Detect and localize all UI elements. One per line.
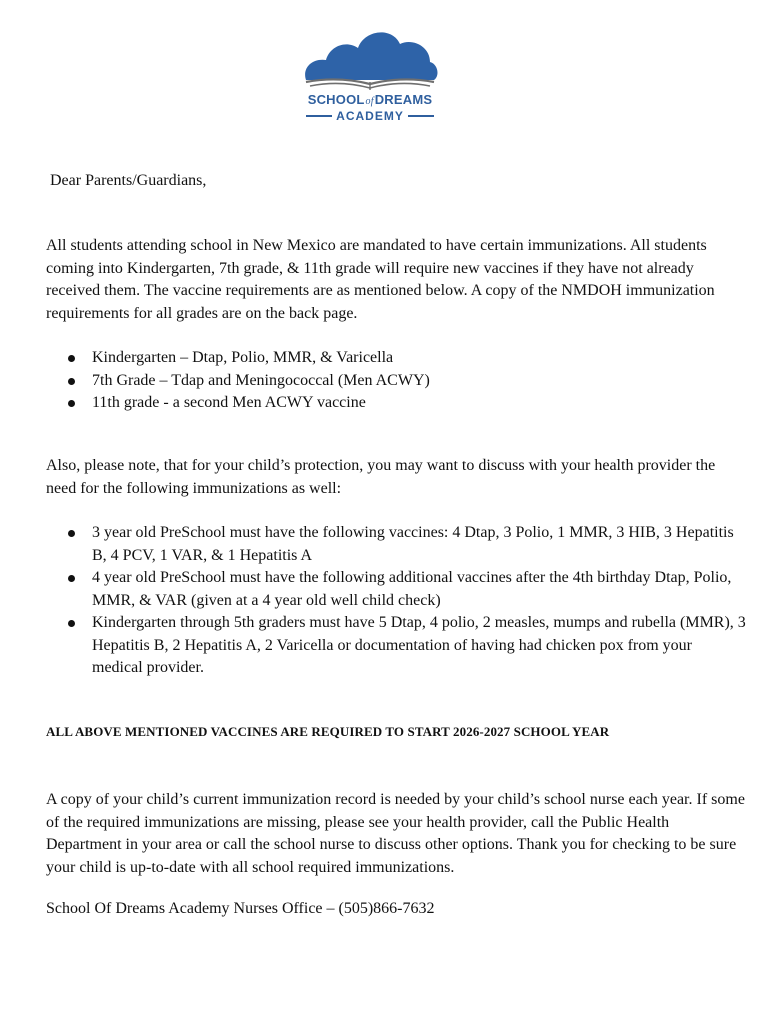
bullet-icon bbox=[68, 400, 75, 407]
logo-word-school: SCHOOL bbox=[307, 92, 365, 107]
required-vaccine-list bbox=[46, 347, 746, 415]
bullet-icon bbox=[68, 575, 75, 582]
logo-word-dreams: DREAMS bbox=[374, 92, 433, 107]
logo-word-of: of bbox=[365, 96, 374, 107]
salutation: Dear Parents/Guardians, bbox=[50, 172, 207, 189]
list-item-text: 3 year old PreSchool must have the following vaccines: 4 Dtap, 3 Polio, 1 MMR, 3 HIB, 3 Hepatitis B, 4 PCV, 1 VAR, & 1 Hepatitis A bbox=[92, 524, 734, 564]
bullet-icon bbox=[68, 355, 75, 362]
list-item bbox=[46, 612, 746, 680]
list-item bbox=[46, 522, 746, 567]
school-logo bbox=[292, 24, 448, 124]
list-item-text: 4 year old PreSchool must have the following additional vaccines after the 4th birthday Dtap, Polio, MMR, & VAR (given at a 4 year old well child check) bbox=[92, 569, 732, 609]
logo-title bbox=[292, 92, 448, 107]
logo-rule-left bbox=[306, 115, 332, 117]
bullet-icon bbox=[68, 530, 75, 537]
list-item-text: Kindergarten through 5th graders must have 5 Dtap, 4 polio, 2 measles, mumps and rubella (MMR), 3 Hepatitis B, 2 Hepatitis A, 2 Varicella or documentation of having had chicken pox from your medical provider. bbox=[92, 614, 746, 676]
logo-subtitle bbox=[292, 108, 448, 124]
list-item bbox=[46, 567, 746, 612]
list-item bbox=[46, 370, 746, 393]
bullet-icon bbox=[68, 378, 75, 385]
cloud-book-icon bbox=[292, 24, 448, 94]
bullet-icon bbox=[68, 620, 75, 627]
list-item-text: 7th Grade – Tdap and Meningococcal (Men ACWY) bbox=[92, 371, 430, 389]
logo-word-academy: ACADEMY bbox=[336, 109, 404, 123]
list-item-text: Kindergarten – Dtap, Polio, MMR, & Varicella bbox=[92, 349, 394, 366]
intro-paragraph: All students attending school in New Mexico are mandated to have certain immunizations. All students coming into Kindergarten, 7th grade, & 11th grade will require new vaccines if they have not already received them. The vaccine requirements are as mentioned below. A copy of the NMDOH immunization requirements for all grades are on the back page. bbox=[46, 237, 715, 322]
recommended-vaccine-list bbox=[46, 522, 746, 680]
list-item-text: 11th grade - a second Men ACWY vaccine bbox=[92, 394, 366, 411]
recommend-paragraph: Also, please note, that for your child’s protection, you may want to discuss with your health provider the need for the following immunizations as well: bbox=[46, 457, 716, 497]
list-item bbox=[46, 347, 746, 370]
notice-heading: ALL ABOVE MENTIONED VACCINES ARE REQUIRED TO START 2026-2027 SCHOOL YEAR bbox=[46, 724, 610, 739]
logo-rule-right bbox=[408, 115, 434, 117]
closing-paragraph: A copy of your child’s current immunization record is needed by your child’s school nurse each year. If some of the required immunizations are missing, please see your health provider, call the Public Health Department in your area or call the school nurse to discuss other options. Thank you for checking to be sure your child is up-to-date with all school required immunizations. bbox=[46, 791, 745, 876]
list-item bbox=[46, 392, 746, 415]
signature-line: School Of Dreams Academy Nurses Office – (505)866-7632 bbox=[46, 900, 435, 917]
